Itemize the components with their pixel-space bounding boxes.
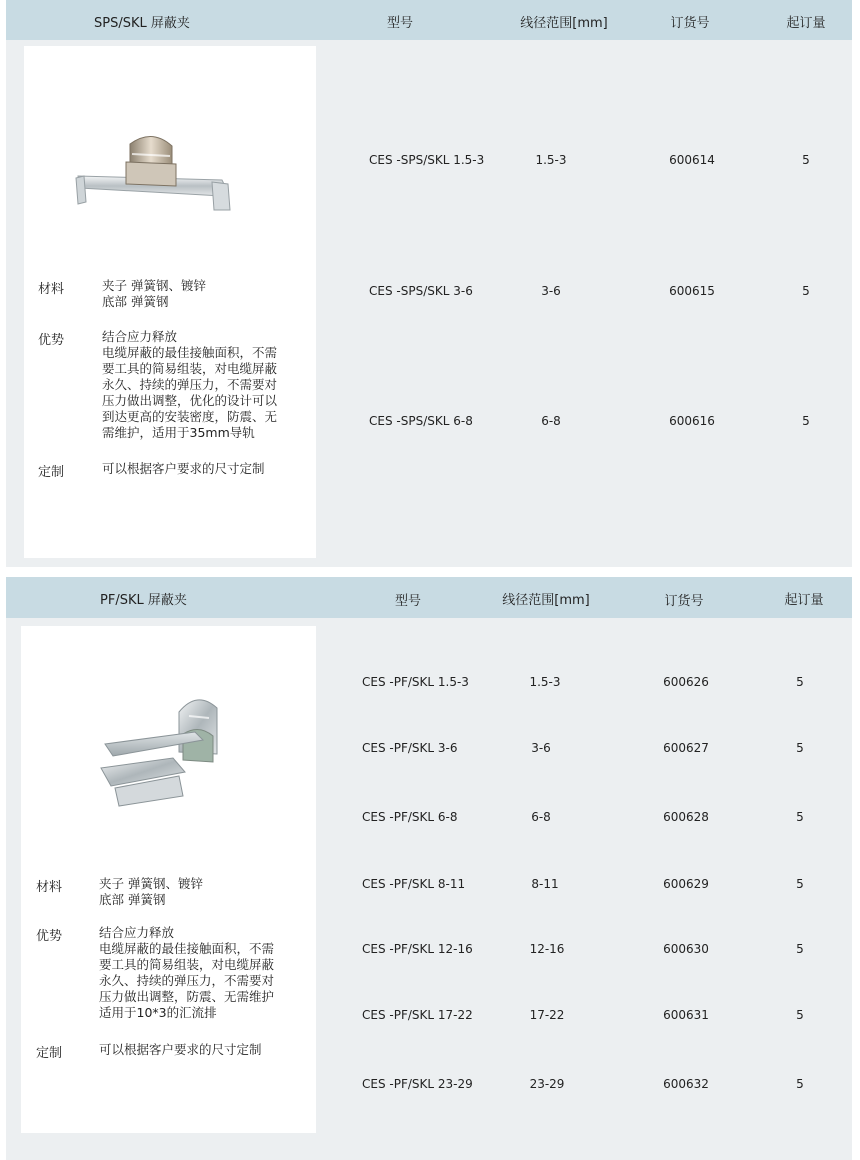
advantage-line: 电缆屏蔽的最佳接触面积，不需 bbox=[99, 941, 275, 956]
row-model: CES -PF/SKL 1.5-3 bbox=[362, 675, 469, 689]
material-line: 夹子 弹簧钢、镀锌 bbox=[99, 876, 203, 891]
row-range: 17-22 bbox=[529, 1008, 565, 1022]
advantage-line: 要工具的简易组装，对电缆屏蔽 bbox=[102, 361, 278, 376]
row-order-number: 600632 bbox=[663, 1077, 709, 1091]
product-info-card bbox=[24, 46, 316, 558]
row-min-order: 5 bbox=[802, 153, 810, 167]
row-model: CES -PF/SKL 17-22 bbox=[362, 1008, 473, 1022]
product-info-card bbox=[21, 626, 316, 1133]
row-order-number: 600626 bbox=[663, 675, 709, 689]
section-title: SPS/SKL 屏蔽夹 bbox=[94, 16, 190, 31]
column-header-wire-range: 线径范围[mm] bbox=[520, 16, 608, 31]
custom-text: 可以根据客户要求的尺寸定制 bbox=[102, 461, 265, 476]
material-line: 底部 弹簧钢 bbox=[102, 294, 169, 309]
shield-clip-photo bbox=[99, 692, 235, 810]
advantage-line: 永久、持续的弹压力，不需要对 bbox=[99, 973, 275, 988]
advantage-text bbox=[102, 329, 277, 441]
column-header-min-order: 起订量 bbox=[786, 16, 826, 31]
row-model: CES -SPS/SKL 6-8 bbox=[369, 414, 473, 428]
custom-text: 可以根据客户要求的尺寸定制 bbox=[99, 1042, 262, 1057]
advantage-label: 优势 bbox=[36, 929, 63, 944]
product-section-pf-skl bbox=[6, 577, 852, 1160]
material-line: 夹子 弹簧钢、镀锌 bbox=[102, 278, 206, 293]
custom-label: 定制 bbox=[38, 465, 65, 480]
column-header-order-number: 订货号 bbox=[664, 594, 704, 609]
row-order-number: 600630 bbox=[663, 942, 709, 956]
advantage-label: 优势 bbox=[38, 333, 65, 348]
row-min-order: 5 bbox=[802, 414, 810, 428]
row-range: 23-29 bbox=[529, 1077, 565, 1091]
advantage-line: 电缆屏蔽的最佳接触面积，不需 bbox=[102, 345, 278, 360]
row-range: 6-8 bbox=[531, 810, 551, 824]
row-order-number: 600627 bbox=[663, 741, 709, 755]
row-model: CES -PF/SKL 8-11 bbox=[362, 877, 466, 891]
advantage-line: 结合应力释放 bbox=[99, 925, 175, 940]
row-model: CES -PF/SKL 12-16 bbox=[362, 942, 473, 956]
material-line: 底部 弹簧钢 bbox=[99, 892, 166, 907]
material-label: 材料 bbox=[38, 282, 65, 297]
advantage-line: 需维护，适用于35mm导轨 bbox=[102, 425, 255, 440]
row-min-order: 5 bbox=[802, 284, 810, 298]
row-min-order: 5 bbox=[796, 942, 804, 956]
row-model: CES -SPS/SKL 1.5-3 bbox=[369, 153, 485, 167]
column-header-model: 型号 bbox=[386, 16, 414, 31]
material-text bbox=[102, 278, 206, 310]
section-title: PF/SKL 屏蔽夹 bbox=[100, 593, 187, 608]
advantage-text bbox=[99, 925, 274, 1021]
row-order-number: 600615 bbox=[669, 284, 715, 298]
advantage-line: 结合应力释放 bbox=[102, 329, 178, 344]
column-header-min-order: 起订量 bbox=[784, 593, 824, 608]
advantage-line: 压力做出调整，防震、无需维护 bbox=[99, 989, 275, 1004]
product-section-sps-skl bbox=[6, 0, 852, 567]
row-order-number: 600614 bbox=[669, 153, 715, 167]
advantage-line: 要工具的简易组装，对电缆屏蔽 bbox=[99, 957, 275, 972]
material-label: 材料 bbox=[36, 880, 63, 895]
row-range: 8-11 bbox=[531, 877, 559, 891]
row-order-number: 600631 bbox=[663, 1008, 709, 1022]
row-order-number: 600628 bbox=[663, 810, 709, 824]
section-header bbox=[6, 577, 852, 618]
advantage-line: 适用于10*3的汇流排 bbox=[99, 1005, 217, 1020]
row-min-order: 5 bbox=[796, 1077, 804, 1091]
column-header-wire-range: 线径范围[mm] bbox=[502, 593, 590, 608]
section-header bbox=[6, 0, 852, 40]
shield-clip-photo bbox=[72, 132, 232, 216]
row-model: CES -PF/SKL 6-8 bbox=[362, 810, 458, 824]
row-model: CES -SPS/SKL 3-6 bbox=[369, 284, 473, 298]
row-min-order: 5 bbox=[796, 675, 804, 689]
row-model: CES -PF/SKL 3-6 bbox=[362, 741, 458, 755]
row-order-number: 600629 bbox=[663, 877, 709, 891]
row-min-order: 5 bbox=[796, 877, 804, 891]
column-header-model: 型号 bbox=[394, 594, 422, 609]
row-range: 12-16 bbox=[529, 942, 565, 956]
row-range: 6-8 bbox=[541, 414, 561, 428]
row-range: 3-6 bbox=[541, 284, 561, 298]
advantage-line: 到达更高的安装密度，防震、无 bbox=[102, 409, 278, 424]
custom-label: 定制 bbox=[36, 1046, 63, 1061]
row-order-number: 600616 bbox=[669, 414, 715, 428]
advantage-line: 永久、持续的弹压力，不需要对 bbox=[102, 377, 278, 392]
row-min-order: 5 bbox=[796, 810, 804, 824]
row-range: 1.5-3 bbox=[535, 153, 567, 167]
row-range: 1.5-3 bbox=[529, 675, 561, 689]
material-text bbox=[99, 876, 203, 908]
row-min-order: 5 bbox=[796, 1008, 804, 1022]
row-min-order: 5 bbox=[796, 741, 804, 755]
row-range: 3-6 bbox=[531, 741, 551, 755]
column-header-order-number: 订货号 bbox=[670, 16, 710, 31]
advantage-line: 压力做出调整，优化的设计可以 bbox=[102, 393, 278, 408]
row-model: CES -PF/SKL 23-29 bbox=[362, 1077, 473, 1091]
